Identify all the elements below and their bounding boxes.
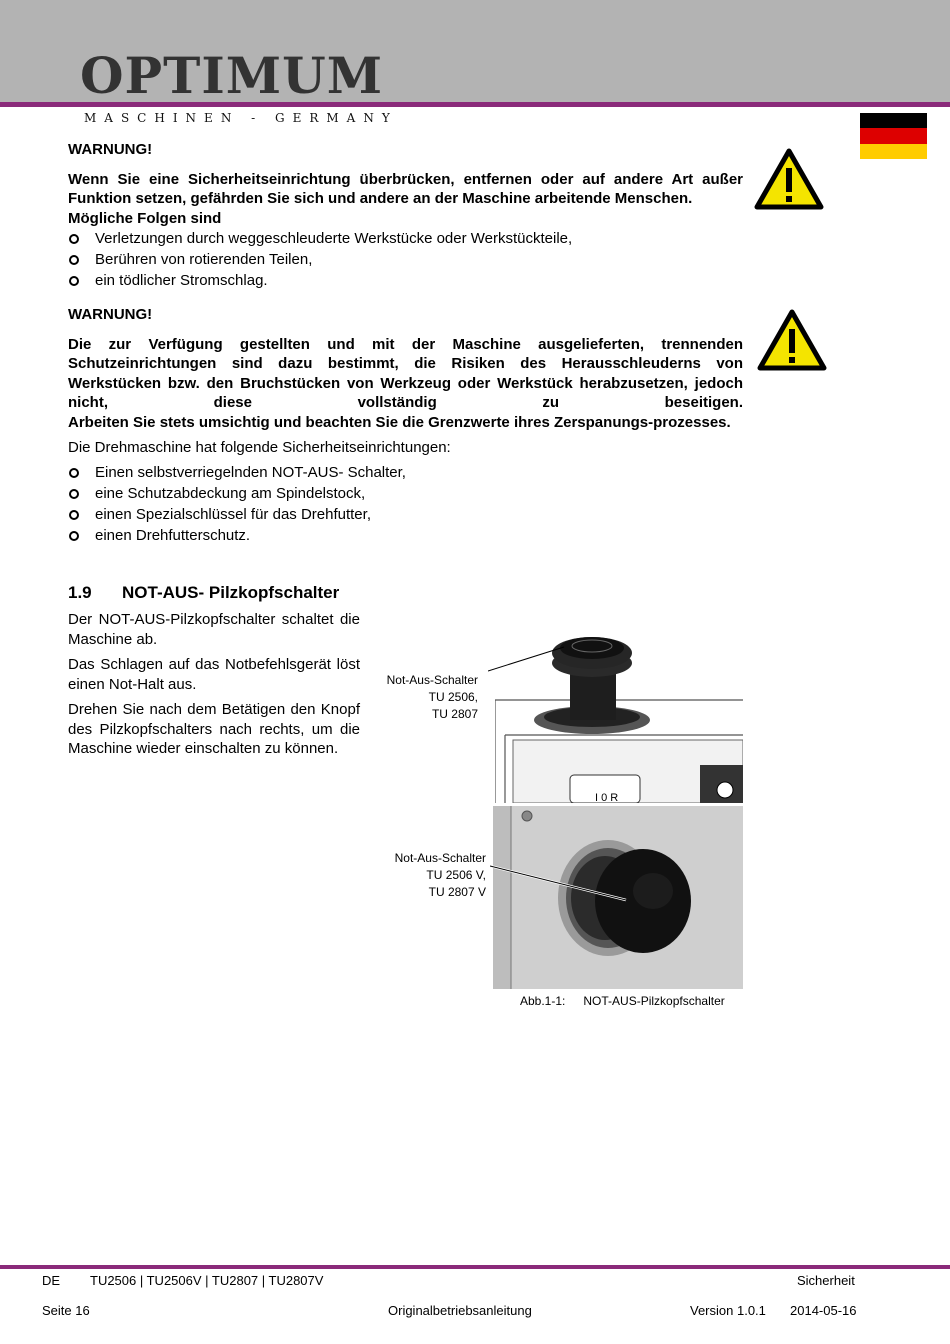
footer-models: TU2506 | TU2506V | TU2807 | TU2807V (90, 1273, 324, 1288)
brand-tagline: MASCHINEN - GERMANY (84, 111, 398, 125)
caption-text: NOT-AUS-Pilzkopfschalter (583, 994, 725, 1008)
list-item: Berühren von rotierenden Teilen, (68, 249, 743, 270)
footer-version: Version 1.0.1 (690, 1303, 766, 1318)
figure-label-1 (370, 672, 478, 723)
figure-label-line: TU 2506 V, (426, 868, 486, 882)
footer-document-title: Originalbetriebsanleitung (388, 1303, 532, 1318)
devices-list (68, 462, 743, 546)
figure-label-line: TU 2506, (428, 690, 478, 704)
figure-label-line: TU 2807 (431, 707, 478, 721)
paragraph: Drehen Sie nach dem Betätigen den Knopf des Pilzkopfschalters nach rechts, um die Maschine wieder einschalten zu können. (68, 701, 360, 757)
paragraph: Der NOT-AUS-Pilzkopfschalter schaltet die Maschine ab. (68, 611, 360, 648)
footer-rule (0, 1265, 950, 1269)
figure-label-line: TU 2807 V (428, 885, 486, 899)
leader-line (490, 862, 630, 904)
brand-logo: OPTIMUM (80, 46, 384, 105)
warning-text-2: Arbeiten Sie stets umsichtig und beachten Sie die Grenzwerte ihres Zerspanungs-prozesses. (68, 413, 731, 431)
warning-block-1 (68, 140, 743, 291)
warning-text: Wenn Sie eine Sicherheitseinrichtung überbrücken, entfernen oder auf andere Art außer Funktion setzen, gefährden Sie sich und andere an der Maschine arbeitende Menschen. (68, 170, 743, 207)
footer-page-number: Seite 16 (42, 1303, 90, 1318)
list-item: Verletzungen durch weggeschleuderte Werkstücke oder Werkstückteile, (68, 228, 743, 249)
svg-text:I 0 R: I 0 R (595, 792, 619, 803)
section-number: 1.9 (68, 583, 92, 602)
warning-triangle-icon (754, 148, 824, 210)
caption-number: Abb.1-1: (520, 994, 566, 1008)
warning-heading: WARNUNG! (68, 306, 153, 323)
list-item: einen Spezialschlüssel für das Drehfutter, (68, 504, 743, 525)
warning-block-2 (68, 305, 743, 546)
figure-caption (520, 994, 725, 1008)
german-flag-icon (860, 113, 927, 159)
list-item: einen Drehfutterschutz. (68, 525, 743, 546)
leader-line (488, 645, 568, 675)
warning-text-2: Mögliche Folgen sind (68, 209, 222, 227)
figure-label-2 (372, 850, 486, 901)
footer-date: 2014-05-16 (790, 1303, 857, 1318)
warning-triangle-icon (757, 309, 827, 371)
consequence-list (68, 228, 743, 291)
footer-language: DE (42, 1273, 61, 1288)
list-item: eine Schutzabdeckung am Spindelstock, (68, 483, 743, 504)
devices-intro: Die Drehmaschine hat folgende Sicherheitseinrichtungen: (68, 439, 451, 456)
figure-label-line: Not-Aus-Schalter (394, 851, 486, 865)
warning-text: Die zur Verfügung gestellten und mit der Maschine ausgelieferten, trennenden Schutzeinrichtungen sind dazu bestimmt, die Risiken des Herausschleuderns von Werkstücken bzw. den Bruchstücken von Werkzeug oder Werkstück herabzusetzen, jedoch nicht, diese vollständig zu beseitigen. (68, 335, 743, 411)
section-body (68, 610, 360, 765)
paragraph: Das Schlagen auf das Notbefehlsgerät löst einen Not-Halt aus. (68, 656, 360, 693)
warning-heading: WARNUNG! (68, 141, 153, 158)
footer-chapter: Sicherheit (797, 1273, 855, 1288)
list-item: ein tödlicher Stromschlag. (68, 270, 743, 291)
list-item: Einen selbstverriegelnden NOT-AUS- Schalter, (68, 462, 743, 483)
section-title: NOT-AUS- Pilzkopfschalter (122, 583, 340, 602)
figure-label-line: Not-Aus-Schalter (386, 673, 478, 687)
section-heading (68, 583, 339, 603)
